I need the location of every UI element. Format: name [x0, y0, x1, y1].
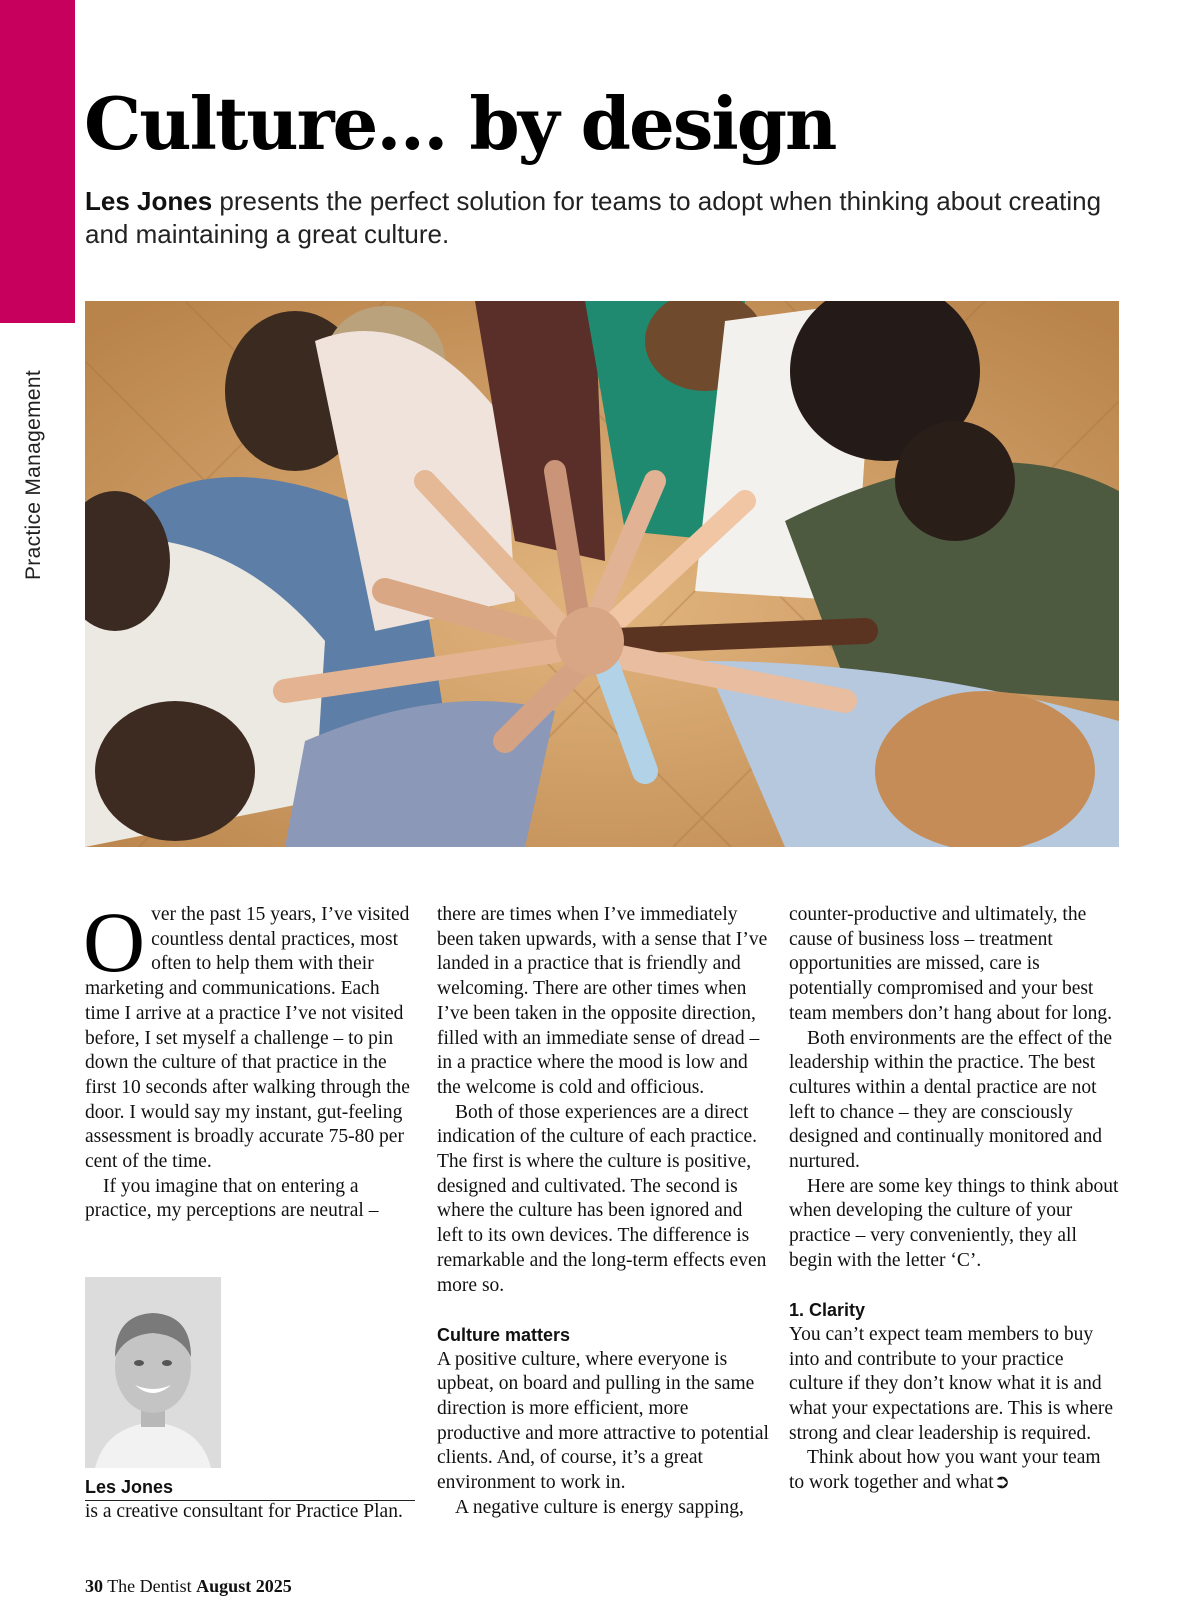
author-name: Les Jones	[85, 1475, 415, 1501]
drop-cap: O	[83, 894, 146, 990]
column1-paragraph-1	[83, 894, 415, 1175]
article-column-2	[437, 903, 773, 1521]
column2-paragraph-3: A positive culture, where everyone is upbeat, on board and pulling in the same direction is more efficient, more productive and more attractive to potential clients. And, of course, it’s a great environment to work in.	[437, 1348, 769, 1494]
publication-name: The Dentist	[107, 1576, 192, 1596]
article-standfirst	[85, 185, 1105, 251]
column2-subheading: Culture matters	[437, 1324, 571, 1345]
column1-paragraph-2: If you imagine that on entering a practice, my perceptions are neutral –	[85, 1175, 379, 1222]
column2-paragraph-4: A negative culture is energy sapping,	[455, 1496, 744, 1518]
column2-paragraph-2: Both of those experiences are a direct indication of the culture of each practice. The first is where the culture is positive, designed and cultivated. The second is where the culture has been ignored and left to its own devices. The difference is remarkable and the long-term effects even more so.	[437, 1101, 767, 1296]
team-hands-photo-illustration	[85, 301, 1119, 847]
column1-paragraph-1-text: ver the past 15 years, I’ve visited countless dental practices, most often to help them with their marketing and communications. Each time I arrive at a practice I’ve not visited before, I set myself a challenge – to pin down the culture of that practice in the first 10 seconds after walking through the door. I would say my instant, gut-feeling assessment is broadly accurate 75-80 per cent of the time.	[85, 904, 410, 1173]
column3-paragraph-4: You can’t expect team members to buy into and contribute to your practice culture if they don’t know what it is and what your expectations are. This is where strong and clear leadership is required.	[789, 1323, 1113, 1444]
column3-paragraph-3: Here are some key things to think about when developing the culture of your practice – very conveniently, they all begin with the letter ‘C’.	[789, 1175, 1119, 1271]
article-column-1	[83, 894, 415, 1224]
column2-paragraph-1: there are times when I’ve immediately been taken upwards, with a sense that I’ve landed in a practice that is friendly and welcoming. There are other times when I’ve been taken in the opposite direction, filled with an immediate sense of dread – in a practice where the mood is low and the welcome is cold and officious.	[437, 904, 768, 1098]
hero-photo	[85, 301, 1119, 847]
column3-subheading: 1. Clarity	[789, 1300, 866, 1321]
section-color-bar	[0, 0, 75, 323]
article-column-3	[789, 903, 1119, 1496]
column3-paragraph-1: counter-productive and ultimately, the cause of business loss – treatment opportunities are missed, care is potentially compromised and your best team members don’t hang about for long.	[789, 904, 1112, 1024]
author-photo	[85, 1277, 221, 1468]
page-number: 30	[85, 1576, 103, 1596]
section-label: Practice Management	[22, 370, 45, 580]
column3-paragraph-5	[789, 1446, 1119, 1495]
column3-paragraph-2: Both environments are the effect of the leadership within the practice. The best cultures within a dental practice are not left to chance – they are consciously designed and continually monitored and nurtured.	[789, 1027, 1113, 1173]
continue-arrow-icon: ➲	[993, 1472, 1011, 1494]
standfirst-text: presents the perfect solution for teams to adopt when thinking about creating and maintaining a great culture.	[85, 186, 1102, 249]
column3-paragraph-5-text: Think about how you want your team to work together and what	[789, 1447, 1101, 1494]
standfirst-author: Les Jones	[85, 186, 213, 216]
issue-date: August 2025	[196, 1576, 292, 1596]
author-bio: is a creative consultant for Practice Plan.	[85, 1501, 403, 1522]
page-footer	[85, 1576, 292, 1597]
author-portrait-illustration	[85, 1277, 221, 1468]
article-title: Culture… by design	[84, 81, 836, 166]
